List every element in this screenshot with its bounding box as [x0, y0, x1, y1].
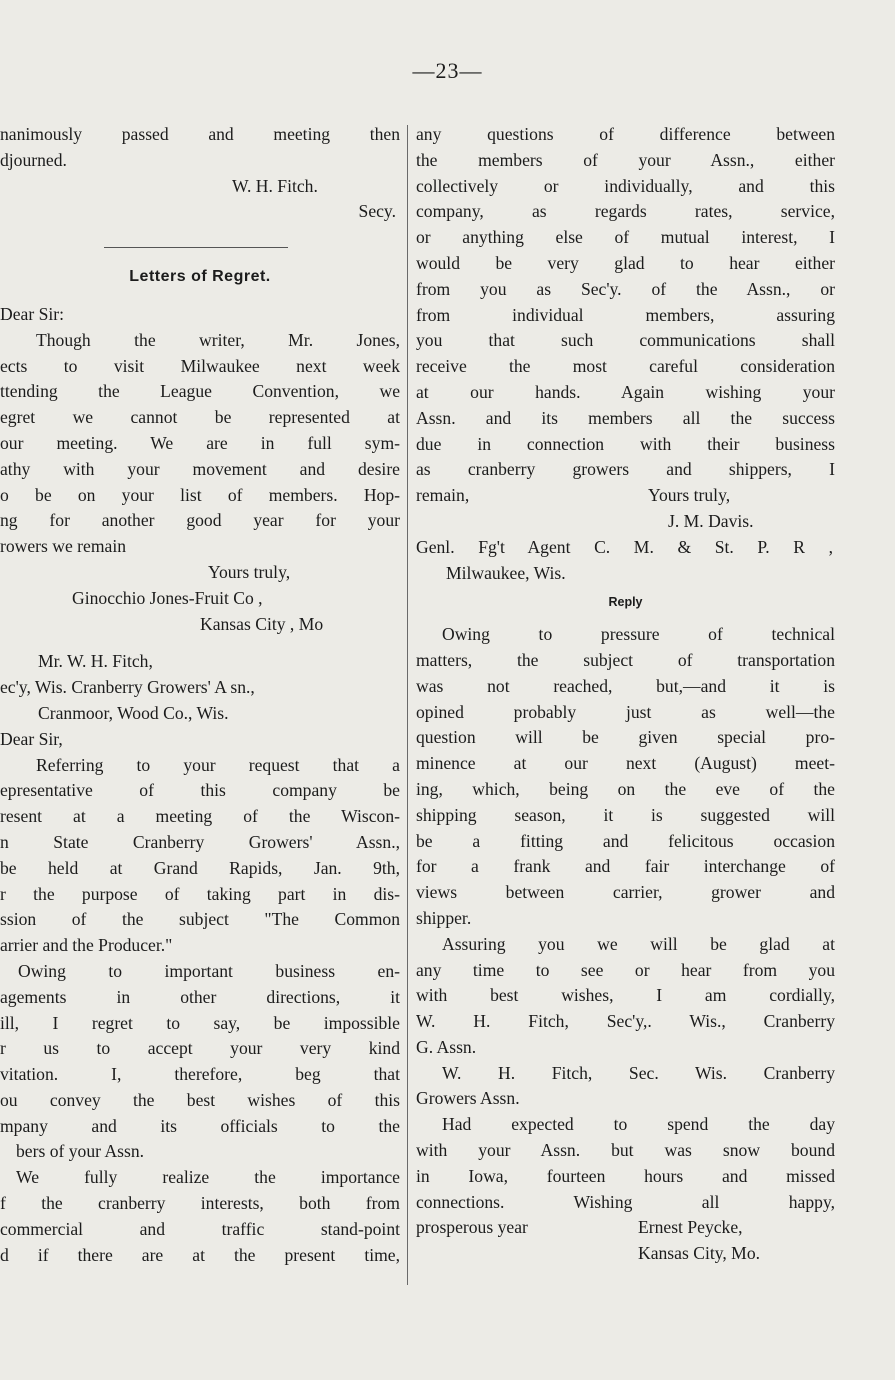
right-column: [416, 122, 835, 1267]
text-line: be held at Grand Rapids, Jan. 9th,: [0, 857, 400, 878]
reply-heading: Reply: [608, 595, 643, 610]
signature-company: Ginocchio Jones-Fruit Co ,: [72, 587, 263, 608]
text-line: Owing to pressure of technical: [442, 624, 835, 645]
text-line: W. H. Fitch, Sec'y,. Wis., Cranberry: [416, 1011, 835, 1032]
text-line: Though the writer, Mr. Jones,: [36, 329, 400, 350]
peycke-signature-line: [416, 1215, 835, 1241]
text-line: you that such communications shall: [416, 330, 835, 351]
text-line: prosperous year: [416, 1217, 528, 1238]
text-line: ttending the League Convention, we: [0, 381, 400, 402]
text-line: company, as regards rates, service,: [416, 201, 835, 222]
address-line: Cranmoor, Wood Co., Wis.: [38, 702, 229, 723]
text-line: was not reached, but,—and it is: [416, 675, 835, 696]
text-line: nanimously passed and meeting then: [0, 124, 400, 144]
text-line: ing, which, being on the eve of the: [416, 778, 835, 799]
text-line: at our hands. Again wishing your: [416, 381, 835, 402]
address-line: ec'y, Wis. Cranberry Growers' A sn.,: [0, 677, 255, 698]
text-line: commercial and traffic stand-point: [0, 1218, 400, 1239]
section-heading: Letters of Regret.: [129, 268, 271, 286]
text-line: We fully realize the importance: [16, 1167, 400, 1188]
signer-name: J. M. Davis.: [668, 510, 754, 531]
text-line: ects to visit Milwaukee next week: [0, 355, 400, 376]
text-line: G. Assn.: [416, 1036, 477, 1057]
text-line: egret we cannot be represented at: [0, 407, 400, 428]
text-line: with your Assn. but was snow bound: [416, 1140, 835, 1161]
text-line: r us to accept your very kind: [0, 1038, 400, 1059]
remain-text: remain,: [416, 485, 470, 506]
text-line: collectively or individually, and this: [416, 175, 835, 196]
text-line: due in connection with their business: [416, 433, 835, 454]
text-line: f the cranberry interests, both from: [0, 1193, 400, 1214]
text-line: with best wishes, I am cordially,: [416, 985, 835, 1006]
text-line: the members of your Assn., either: [416, 149, 835, 170]
closing: Yours truly,: [648, 485, 731, 506]
text-line: or anything else of mutual interest, I: [416, 227, 835, 248]
text-line: epresentative of this company be: [0, 780, 400, 801]
text-line: our meeting. We are in full sym-: [0, 432, 400, 453]
minutes-signature-title: Secy.: [358, 201, 396, 222]
text-line: djourned.: [0, 149, 67, 170]
text-line: n State Cranberry Growers' Assn.,: [0, 831, 400, 852]
text-line: connections. Wishing all happy,: [416, 1191, 835, 1212]
text-line: rowers we remain: [0, 536, 127, 557]
text-line: vitation. I, therefore, beg that: [0, 1064, 400, 1085]
section-rule: [104, 247, 288, 248]
text-line: athy with your movement and desire: [0, 458, 400, 479]
text-line: Assuring you we will be glad at: [442, 933, 835, 954]
text-line: views between carrier, grower and: [416, 882, 835, 903]
salutation: Dear Sir:: [0, 303, 65, 324]
text-line: resent at a meeting of the Wiscon-: [0, 806, 400, 827]
text-line: Had expected to spend the day: [442, 1114, 835, 1135]
text-line: from you as Sec'y. of the Assn., or: [416, 278, 835, 299]
text-line: shipper.: [416, 907, 472, 928]
text-line: be a fitting and felicitous occasion: [416, 830, 835, 851]
text-line: ill, I regret to say, be impossible: [0, 1012, 400, 1033]
text-line: Referring to your request that a: [36, 754, 400, 775]
left-column: [0, 122, 400, 1268]
text-line: bers of your Assn.: [16, 1141, 145, 1162]
minutes-signature-name: W. H. Fitch.: [232, 175, 318, 196]
addressee-line: W. H. Fitch, Sec. Wis. Cranberry: [442, 1062, 835, 1083]
text-line: any time to see or hear from you: [416, 959, 835, 980]
text-line: as cranberry growers and shippers, I: [416, 459, 835, 480]
column-divider: [407, 125, 408, 1285]
page-number: —23—: [412, 58, 483, 83]
text-line: in Iowa, fourteen hours and missed: [416, 1165, 835, 1186]
text-line: any questions of difference between: [416, 124, 835, 144]
text-line: mpany and its officials to the: [0, 1115, 400, 1136]
text-line: ng for another good year for your: [0, 510, 400, 531]
text-line: o be on your list of members. Hop-: [0, 484, 400, 505]
signer-name: Ernest Peycke,: [638, 1217, 743, 1238]
text-line: Assn. and its members all the success: [416, 407, 835, 428]
text-line: d if there are at the present time,: [0, 1244, 400, 1265]
signer-title: Genl. Fg't Agent C. M. & St. P. R ,: [416, 536, 833, 557]
address-line: Mr. W. H. Fitch,: [38, 651, 153, 672]
remain-line: [416, 483, 835, 509]
text-line: Owing to important business en-: [18, 960, 400, 981]
text-line: opined probably just as well—the: [416, 701, 835, 722]
text-line: matters, the subject of transportation: [416, 649, 835, 670]
text-line: ssion of the subject "The Common: [0, 909, 400, 930]
signature-city: Kansas City , Mo: [200, 613, 324, 634]
text-line: agements in other directions, it: [0, 986, 400, 1007]
text-line: receive the most careful consideration: [416, 356, 835, 377]
text-line: r the purpose of taking part in dis-: [0, 883, 400, 904]
text-line: minence at our next (August) meet-: [416, 753, 835, 774]
text-line: would be very glad to hear either: [416, 252, 835, 273]
text-line: for a frank and fair interchange of: [416, 856, 835, 877]
signer-city: Milwaukee, Wis.: [446, 562, 566, 583]
closing: Yours truly,: [208, 561, 291, 582]
addressee-line: Growers Assn.: [416, 1088, 520, 1109]
signer-city: Kansas City, Mo.: [638, 1243, 761, 1264]
text-line: ou convey the best wishes of this: [0, 1089, 400, 1110]
text-line: from individual members, assuring: [416, 304, 835, 325]
text-line: shipping season, it is suggested will: [416, 804, 835, 825]
text-line: question will be given special pro-: [416, 727, 835, 748]
text-line: arrier and the Producer.": [0, 935, 173, 956]
salutation: Dear Sir,: [0, 728, 63, 749]
